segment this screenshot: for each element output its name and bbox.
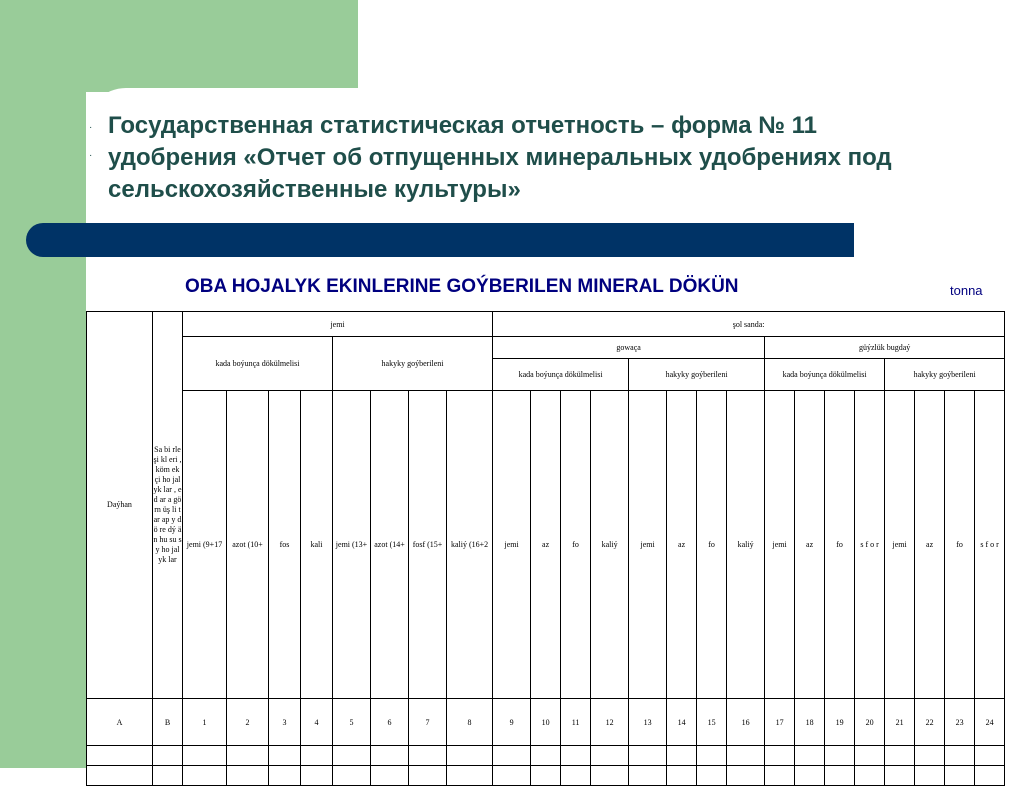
head-sol-sanda: şol sanda:	[493, 312, 1005, 337]
index-cell: 8	[447, 699, 493, 746]
decor-green-side	[0, 92, 86, 768]
index-cell: 17	[765, 699, 795, 746]
index-cell: 16	[727, 699, 765, 746]
index-cell: 24	[975, 699, 1005, 746]
head-b-fos-2: fo	[945, 391, 975, 699]
index-row	[87, 699, 1005, 746]
decor-green-top	[0, 0, 358, 92]
index-cell: B	[153, 699, 183, 746]
index-cell: 7	[409, 699, 447, 746]
bullet-icon: ·	[89, 122, 93, 133]
index-cell: 21	[885, 699, 915, 746]
head-kada-3: kada boýunça dökülmelisi	[765, 359, 885, 391]
head-kada-1: kada boýunça dökülmelisi	[183, 337, 333, 391]
head-g-jemi-2: jemi	[629, 391, 667, 699]
head-g-azot-2: az	[667, 391, 697, 699]
bullet-icon: ·	[89, 150, 93, 161]
index-cell: 3	[269, 699, 301, 746]
index-cell: 22	[915, 699, 945, 746]
table-row	[87, 766, 1005, 786]
index-cell: 15	[697, 699, 727, 746]
index-cell: 6	[371, 699, 409, 746]
head-jemi-13: jemi (13+	[333, 391, 371, 699]
head-b-sfor: s f o r	[855, 391, 885, 699]
index-cell: 1	[183, 699, 227, 746]
index-cell: 11	[561, 699, 591, 746]
head-kada-2: kada boýunça dökülmelisi	[493, 359, 629, 391]
index-cell: 5	[333, 699, 371, 746]
head-hakyky-3: hakyky goýberileni	[885, 359, 1005, 391]
head-g-fos: fo	[561, 391, 591, 699]
unit-label: tonna	[950, 283, 983, 298]
head-fos: fos	[269, 391, 301, 699]
slide-title: Государственная статистическая отчетность – форма № 11 удобрения «Отчет об отпущенных минеральных удобрениях под сельскохозяйственные культуры»	[108, 112, 892, 203]
index-cell: 20	[855, 699, 885, 746]
head-jemi-917: jemi (9+17	[183, 391, 227, 699]
head-b-sfor-2: s f o r	[975, 391, 1005, 699]
head-guyzluk: güýzlük bugdaý	[765, 337, 1005, 359]
head-jemi: jemi	[183, 312, 493, 337]
head-sabirlesikler: Sa bi rle şi kl eri , köm ek çi ho jal yk lar , ed ar a gö rn üş li tar ap y dö re dý än hu su sy ho jal yk lar	[153, 312, 183, 699]
index-cell: 10	[531, 699, 561, 746]
head-daýhan: Daýhan	[87, 312, 153, 699]
head-kali: kali	[301, 391, 333, 699]
index-cell: 2	[227, 699, 269, 746]
index-cell: A	[87, 699, 153, 746]
head-azot-10: azot (10+	[227, 391, 269, 699]
head-azot-14: azot (14+	[371, 391, 409, 699]
head-b-jemi: jemi	[765, 391, 795, 699]
head-b-azot-2: az	[915, 391, 945, 699]
head-b-fos: fo	[825, 391, 855, 699]
head-gowaca: gowaça	[493, 337, 765, 359]
decor-navy-bar	[26, 223, 854, 257]
index-cell: 19	[825, 699, 855, 746]
index-cell: 14	[667, 699, 697, 746]
head-kaliy-16: kaliý (16+2	[447, 391, 493, 699]
table-row	[87, 746, 1005, 766]
head-fosf-15: fosf (15+	[409, 391, 447, 699]
head-b-azot: az	[795, 391, 825, 699]
report-table	[86, 311, 1005, 786]
head-g-azot: az	[531, 391, 561, 699]
table-title: OBA HOJALYK EKINLERINE GOÝBERILEN MINERAL DÖKÜN	[185, 276, 739, 297]
head-g-jemi: jemi	[493, 391, 531, 699]
head-g-fos-2: fo	[697, 391, 727, 699]
head-hakyky-2: hakyky goýberileni	[629, 359, 765, 391]
index-cell: 4	[301, 699, 333, 746]
index-cell: 23	[945, 699, 975, 746]
index-cell: 12	[591, 699, 629, 746]
index-cell: 18	[795, 699, 825, 746]
index-cell: 13	[629, 699, 667, 746]
head-hakyky-1: hakyky goýberileni	[333, 337, 493, 391]
head-b-jemi-2: jemi	[885, 391, 915, 699]
index-cell: 9	[493, 699, 531, 746]
head-g-kaliy: kaliý	[591, 391, 629, 699]
head-g-kaliy-2: kaliý	[727, 391, 765, 699]
